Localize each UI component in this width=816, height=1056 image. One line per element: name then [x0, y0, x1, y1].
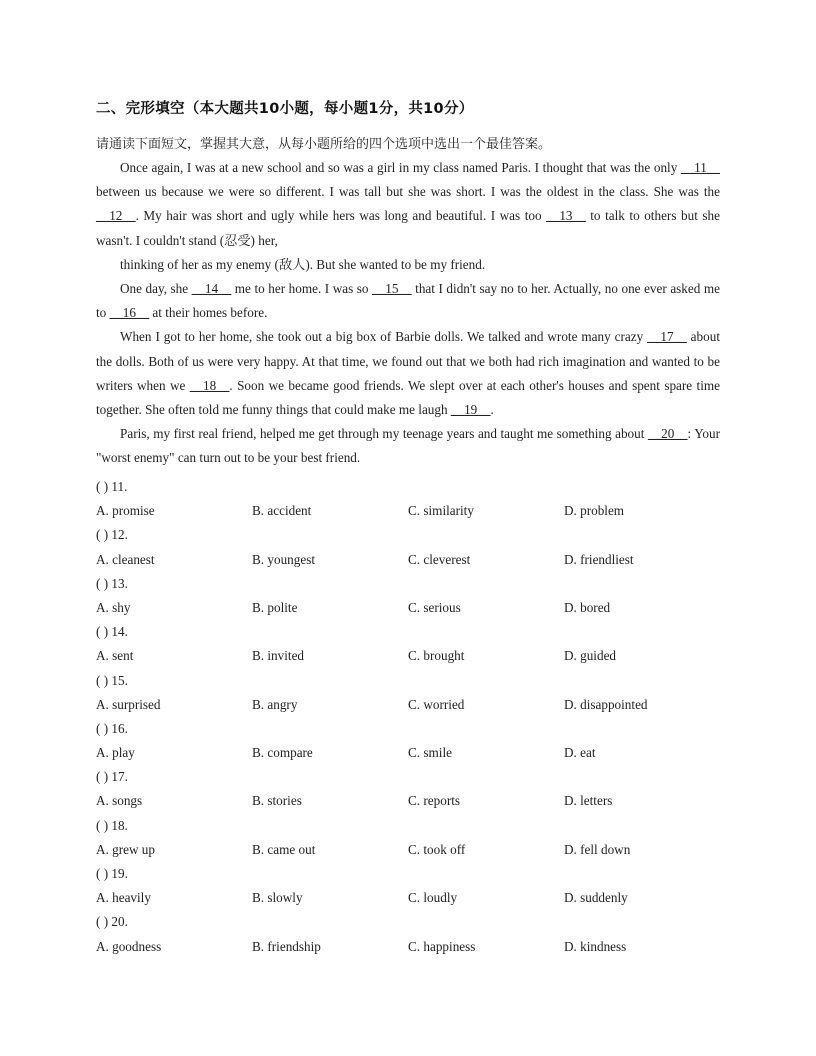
- option-b: B. stories: [252, 793, 302, 809]
- question-item: [96, 475, 736, 523]
- question-number: ( ) 16.: [96, 720, 128, 736]
- question-item: [96, 620, 736, 668]
- option-c: C. brought: [408, 648, 465, 664]
- question-number: ( ) 18.: [96, 817, 128, 833]
- question-options: [96, 644, 736, 668]
- option-d: D. friendliest: [564, 551, 634, 567]
- option-a: A. grew up: [96, 841, 155, 857]
- passage-paragraph-5: [96, 422, 720, 470]
- option-d: D. problem: [564, 503, 625, 519]
- question-item: [96, 862, 736, 910]
- passage-text: Once again, I was at a new school and so was a girl in my class named Paris. I thought that was the only: [120, 160, 681, 175]
- passage-paragraph-1: [96, 156, 720, 253]
- question-options: [96, 596, 736, 620]
- question-options: [96, 499, 736, 523]
- option-a: A. songs: [96, 793, 143, 809]
- option-c: C. serious: [408, 599, 461, 615]
- blank-11: __11__: [680, 160, 720, 175]
- question-item: [96, 910, 736, 958]
- blank-12: __12__: [96, 208, 136, 224]
- option-b: B. came out: [252, 841, 316, 857]
- option-a: A. cleanest: [96, 551, 155, 567]
- question-options: [96, 548, 736, 572]
- question-number: ( ) 14.: [96, 624, 128, 640]
- option-d: D. letters: [564, 793, 613, 809]
- blank-14: __14__: [191, 281, 232, 297]
- question-number: ( ) 13.: [96, 575, 128, 591]
- option-d: D. guided: [564, 648, 617, 664]
- blank-20: __20__: [647, 426, 688, 442]
- section-title: 二、完形填空（本大题共10小题，每小题1分，共10分）: [96, 101, 474, 117]
- passage-text: : Your "worst enemy" can turn out to be your best friend.: [96, 426, 720, 466]
- question-number: ( ) 12.: [96, 527, 128, 543]
- blank-15: __15__: [372, 281, 412, 297]
- passage-text: between us because we were so different. I was tall but she was short. I was the oldest in the class. She was the: [96, 184, 720, 200]
- option-d: D. fell down: [564, 841, 631, 857]
- option-c: C. took off: [408, 841, 466, 857]
- question-options: [96, 886, 736, 910]
- cloze-passage: [96, 156, 720, 471]
- passage-paragraph-2: thinking of her as my enemy (敌人). But she wanted to be my friend.: [120, 256, 486, 272]
- option-b: B. compare: [252, 745, 313, 761]
- question-number: ( ) 11.: [96, 479, 128, 494]
- option-a: A. heavily: [96, 890, 151, 906]
- question-item: [96, 572, 736, 620]
- instruction-text: 请通读下面短文，掌握其大意，从每小题所给的四个选项中选出一个最佳答案。: [96, 137, 552, 152]
- blank-19: __19__: [450, 402, 491, 418]
- question-item: [96, 765, 736, 813]
- option-b: B. youngest: [252, 551, 316, 567]
- passage-text: .: [490, 402, 494, 418]
- passage-paragraph-3: [96, 277, 720, 325]
- option-a: A. promise: [96, 503, 155, 519]
- option-c: C. loudly: [408, 890, 458, 906]
- question-options: [96, 935, 736, 959]
- option-a: A. goodness: [96, 938, 162, 954]
- question-item: [96, 717, 736, 765]
- option-c: C. worried: [408, 696, 465, 712]
- passage-text: . Soon we became good friends. We slept over at each other's houses and spent spare time together. She often told me funny things that could make me laugh: [96, 377, 720, 418]
- question-options: [96, 741, 736, 765]
- question-options: [96, 789, 736, 813]
- option-c: C. happiness: [408, 938, 476, 954]
- passage-text: Paris, my first real friend, helped me get through my teenage years and taught me something about: [120, 426, 648, 442]
- option-a: A. sent: [96, 648, 134, 664]
- passage-text: When I got to her home, she took out a big box of Barbie dolls. We talked and wrote many crazy: [120, 329, 648, 345]
- question-item: [96, 669, 736, 717]
- blank-13: __13__: [546, 208, 586, 224]
- question-number: ( ) 17.: [96, 769, 128, 785]
- option-a: A. surprised: [96, 696, 161, 712]
- question-list: [96, 475, 736, 959]
- option-d: D. disappointed: [564, 696, 648, 712]
- question-item: [96, 523, 736, 571]
- option-a: A. shy: [96, 599, 131, 615]
- option-b: B. angry: [252, 696, 298, 712]
- option-a: A. play: [96, 745, 135, 761]
- option-b: B. accident: [252, 503, 312, 519]
- passage-text: to talk to others but she wasn't. I couldn't stand (忍受) her,: [96, 208, 720, 248]
- option-c: C. similarity: [408, 503, 474, 519]
- passage-text: at their homes before.: [149, 305, 268, 321]
- option-d: D. suddenly: [564, 890, 628, 906]
- passage-text: about the dolls. Both of us were very happy. At that time, we found out that we both had rich imagination and wanted to be writers when we: [96, 329, 720, 393]
- passage-text: that I didn't say no to her. Actually, no one ever asked me to: [96, 281, 721, 321]
- passage-paragraph-4: [96, 325, 720, 422]
- option-b: B. invited: [252, 648, 305, 664]
- option-d: D. kindness: [564, 938, 627, 954]
- blank-16: __16__: [109, 305, 150, 321]
- option-b: B. polite: [252, 599, 298, 615]
- option-c: C. smile: [408, 745, 452, 761]
- option-c: C. cleverest: [408, 551, 471, 567]
- blank-18: __18__: [189, 377, 230, 393]
- question-number: ( ) 19.: [96, 866, 128, 881]
- question-number: ( ) 15.: [96, 672, 128, 688]
- option-b: B. slowly: [252, 890, 303, 906]
- question-number: ( ) 20.: [96, 914, 128, 930]
- question-options: [96, 693, 736, 717]
- option-b: B. friendship: [252, 938, 321, 954]
- passage-text: me to her home. I was so: [231, 281, 373, 297]
- question-item: [96, 814, 736, 862]
- passage-text: One day, she: [120, 281, 192, 297]
- blank-17: __17__: [647, 329, 687, 345]
- question-options: [96, 838, 736, 862]
- option-c: C. reports: [408, 793, 461, 809]
- option-d: D. eat: [564, 745, 596, 761]
- option-d: D. bored: [564, 599, 611, 615]
- passage-text: . My hair was short and ugly while hers was long and beautiful. I was too: [135, 208, 547, 224]
